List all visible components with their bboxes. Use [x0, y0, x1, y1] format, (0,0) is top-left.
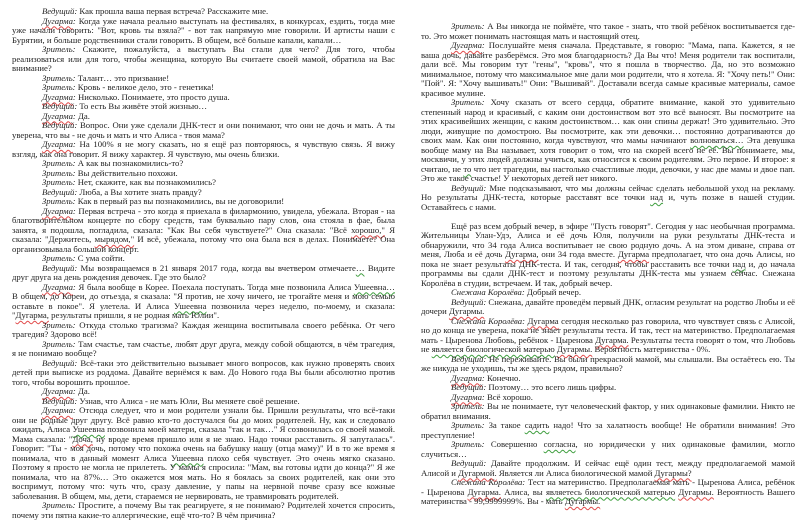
grammar-flagged-text: над [732, 258, 746, 269]
grammar-flagged-text: является биологической матерью [431, 344, 555, 354]
misspelled-text: Дугармы? [654, 467, 692, 478]
grammar-flagged-text: садить [524, 420, 550, 430]
speaker-name: Ведущий: [451, 458, 487, 468]
text-run: Не переживайте. Вы были прекрасной мамой, мы слышали. Вы остаётесь ею. Ты же никуда не уходишь, ты же здесь рядом, правильно? [421, 353, 795, 373]
text-run: и, чуть позже в нашей студии. Оставайтесь с нами. [421, 192, 795, 212]
speaker-name: Ведущий: [451, 353, 487, 364]
grammar-flagged-text: Ушеевна… [353, 281, 395, 292]
misspelled-text: Дугармы. [564, 496, 601, 506]
speaker-name: Ведущий: [42, 120, 78, 130]
dialogue-paragraph [12, 283, 395, 321]
speaker-name: Зритель: [451, 21, 485, 31]
misspelled-text: мырядом," [94, 234, 135, 244]
text-run: Талант… это призвание! [75, 72, 170, 83]
speaker-name: : [72, 405, 76, 415]
dialogue-paragraph [421, 355, 795, 374]
dialogue-paragraph [12, 359, 395, 388]
grammar-flagged-text: над [650, 192, 664, 202]
text-run: Ещё раз всем добрый вечер, в эфире "Пусть говорят". Сегодня у нас необычная программа. Жительницы Улан-Удэ, Алиса и её дочь Юля, получили на руки результаты ДНК-теста и обнаружили, что 34 года Алиса воспитывает не свою родную дочь. А на этом диване, справа от меня, Люба и её дочь [421, 220, 795, 259]
transcript-column-left [12, 6, 396, 520]
grammar-flagged-text: Ушеевна [174, 300, 207, 311]
speaker-name: : [72, 91, 76, 102]
speaker-name: Ведущий: [42, 6, 78, 16]
speaker-name-misspelled: Дугарма [42, 110, 73, 121]
speaker-name: Ведущий: [42, 101, 78, 111]
text-run: Откуда столько трагизма? Каждая женщина воспитывала своего ребёнка. От чего трагедия? Здорово всё! [12, 319, 395, 339]
dialogue-paragraph [12, 340, 395, 359]
speaker-name: Снежана Королёва: [451, 477, 526, 487]
misspelled-text: Дугарма. [595, 334, 629, 345]
misspelled-text: Дугарма. [467, 486, 501, 497]
text-run: Давайте продолжим. И сейчас ещё один тест, между предполагаемой мамой Алисой и [421, 458, 795, 478]
misspelled-text: Дугарма [527, 315, 559, 326]
speaker-name: Снежана Королёва: [451, 287, 525, 297]
grammar-flagged-text: согласна [543, 439, 576, 449]
text-run: Нисколько. Понимаете, это просто душа. [75, 91, 230, 102]
speaker-name-misspelled: Дугарма [42, 91, 73, 102]
text-run: За такое [484, 420, 525, 430]
speaker-name: : [481, 391, 485, 402]
speaker-name: Зритель: [42, 177, 76, 187]
text-run: Когда уже начала реально выступать на фестивалях, в конкурсах, ездить, тогда мне уже начали говорить: "Вот, кровь ты взяла?" - вот так напрямую мне говорили. И артисты наши с Бурятии, и больше родственники стали говорить. В общем, всё больше капали, капали… [12, 15, 395, 45]
speaker-name: Зритель: [42, 167, 76, 178]
misspelled-text: хорошо," [351, 224, 385, 235]
misspelled-text: Дугарма, [505, 249, 539, 259]
text-run: предполагает, что она дочь Алисы, но пока не знает результаты ДНК-теста. И так, сегодня, чтобы расставить все точки [421, 249, 796, 269]
speaker-name: : [72, 15, 76, 26]
text-run: Всё хорошо. [484, 391, 533, 402]
speaker-name: : [72, 281, 76, 292]
speaker-name: Зритель: [42, 319, 76, 330]
text-run: Вы не понимаете, тут человеческий фактор, у них одинаковые фамилии. Никто не обратил внимания. [421, 401, 795, 421]
speaker-name-misspelled: Дугарма [42, 139, 73, 149]
dialogue-paragraph [421, 459, 795, 478]
text-run: Вероятность материнства - 0%. [592, 344, 711, 354]
text-run: На 100% я не могу сказать, но я ещё раз повторяюсь, я чувствую связь. Я вижу взгляд, как она говорит. Я вижу характер. Я чувствую, мы очень близки. [12, 139, 395, 159]
text-run: Добрый вечер. [524, 287, 582, 297]
dialogue-paragraph [421, 478, 795, 507]
speaker-name: Зритель: [42, 82, 76, 92]
grammar-flagged-text: Ушеевна [171, 452, 204, 463]
text-run: Мне подсказывают, что мы должны сейчас сделать небольшой уход на рекламу. Но результаты ДНК-теста, которые расставят все точки [421, 182, 795, 202]
speaker-name: Зритель: [42, 44, 76, 54]
dialogue-paragraph [12, 501, 395, 520]
text-run: Снежана, давайте проведём первый ДНК, огласим результат на родство Любы и её дочери [421, 296, 795, 316]
speaker-name: Ведущий: [42, 186, 78, 197]
dialogue-paragraph [12, 121, 395, 140]
misspelled-text: Дугармы. [448, 306, 485, 316]
speaker-name: Зритель: [451, 97, 485, 107]
text-run: Первая встреча - это когда я приехала в филармонию, увидела, убежала. Вторая - на благотворительном концерте по сбору средств, там буквально пару слов, она стояла в фае, была занята, я подошла, погладила, сказала: "Как Вы себя чувствуете?" Она сказала: "Всё [12, 205, 395, 235]
dialogue-paragraph [421, 184, 795, 213]
text-run: результаты пришли, я не родная мать Юлии". [48, 310, 220, 320]
misspelled-text: Доча, [72, 433, 93, 444]
dialogue-paragraph [421, 222, 795, 289]
text-run: плохо себя чувствует. Это очень мягко сказано. Поэтому я просто не могла не прилететь. У мамы я спросила: "Мам, вы готовы идти до конца?" Я же понимала, что на 87%… Это окажется моя мать. Но я боялась за своих родителей, как они это воспримут, потому что: чуть что, сразу давление, у папы на нервной почве сразу все кожные заболевания. В общем, мы, дети, стараемся не нервировать, не травмировать родителей. [12, 452, 395, 501]
speaker-name: Зритель: [451, 439, 485, 449]
text-run: Вероятность Вашего материнства - 99,9999999%. Вы - мать [421, 486, 795, 506]
speaker-name: Зритель: [42, 158, 76, 168]
text-run: Является ли Алиса биологической мамой [496, 467, 655, 478]
speaker-name: Ведущий: [451, 382, 487, 392]
text-run: А как вы познакомились-то? [75, 158, 184, 168]
dialogue-paragraph [421, 421, 795, 440]
text-run: Я сказала: "Держитесь, [12, 224, 396, 244]
dialogue-paragraph [12, 207, 395, 255]
text-run: Мы возвращаемся в 21 января 2017 года, когда вы вчетвером отмечаете [77, 262, 356, 273]
text-run: позвонила моей матери, сказала "так и так…" Я созвонилась со своей мамой. Мама сказала: " [12, 424, 396, 444]
speaker-name: : [481, 40, 485, 50]
speaker-name-misspelled: Дугарма [42, 405, 73, 415]
text-run: надо! Что за халатность вообще! Не обратили внимания! Это преступление! [421, 420, 795, 440]
grammar-flagged-text: волноваться… [690, 135, 744, 145]
speaker-name-misspelled: Дугарма [42, 205, 73, 216]
text-run: Скажите, пожалуйста, а выступать Вы стали для чего? Для того, чтобы реализоваться или для того, чтобы женщина, которую Вы считаете своей мамой, обратила на Вас внимание? [12, 44, 395, 73]
text-run: Послушайте меня сначала. Представьте, я говорю: "Мама, папа. Кажется, я не ваша дочь, давайте разберёмся. Это моя благодарность? Да Вы что! Меня родители так воспитали, дали всё. Мы говорим тут "гены", "кровь", что я пошла в творчество. Да, но это возможно минимальное, потому что максимальное мне дали мои родители, что я хотела. Я: "Хочу петь!" Они: "Пой". Я: "Хочу вышивать!" Они: "Вышивай". Доставали всегда самые красивые материалы, самое красивое мулине. [421, 40, 795, 98]
dialogue-paragraph [12, 406, 395, 501]
speaker-name-misspelled: Дугарма [42, 281, 73, 292]
misspelled-text: Дугарма [617, 249, 650, 259]
dialogue-paragraph [421, 98, 795, 184]
text-run: Конечно. [484, 372, 521, 383]
speaker-name: : [72, 205, 76, 216]
speaker-name: : [481, 372, 485, 383]
text-run: В общем, до Кореи, до отъезда, я сказала: "Я против, не хочу ничего, не трогайте меня и мою семью оставьте в покое". Я улетела. И Алиса [12, 291, 395, 311]
text-run: позвонила через неделю, по-моему, и сказала: " [12, 300, 395, 320]
text-run: Я была вообще в Корее. Поехала поступать. Тогда мне позвонила Алиса [75, 281, 354, 292]
dialogue-paragraph [421, 402, 795, 421]
dialogue-paragraph [421, 22, 795, 41]
speaker-name: Снежана Королёва: [451, 315, 526, 326]
speaker-name: Зритель: [451, 401, 485, 411]
dialogue-paragraph [12, 140, 395, 159]
speaker-name: : [72, 386, 76, 396]
text-run: Поэтому… это всего лишь цифры. [486, 382, 617, 392]
text-run: Тест на материнство. Предполагаемая мать - Цыренова Алиса, ребёнок - Цыренова [421, 477, 795, 497]
grammar-flagged-text: … [355, 262, 365, 273]
speaker-name: Зритель: [42, 500, 76, 510]
dialogue-paragraph [421, 41, 795, 98]
text-run: И всё, убежала, потому что она была вся в делах. Понимаете? Она организовывала большой концерт. [12, 234, 395, 254]
text-run: Видите друг друга на день рождения девочек. Где это было? [12, 262, 395, 282]
text-run: сегодня несколько раз говорила, что чувствует связь с Алисой, но до конца не уверена, пока не знает результаты теста. И так, тест на материнство. Предполагаемая мать - Цыренова Любовь, ребёнок - Цыренова [421, 315, 795, 345]
transcript-column-right [421, 7, 795, 506]
text-run: Эта девушка вообще маму на Вы называет, хотя говорит о том, что на скорей всего не её. Вы понимаете, мы, москвичи, у этих людей должны учиться, как относится к своим родителям. Это первое. И второе: я считаю, не [421, 135, 795, 174]
text-run: Люба, а Вы хотите знать правду? [77, 186, 202, 197]
text-run: , но юридически у них одинаковые фамилии, могло случиться… [421, 439, 795, 459]
text-run: Там счастье, там счастье, любят друг друга, между собой общаются, в чём трагедия, я не понимаю вообще? [12, 338, 395, 358]
speaker-name: Зритель: [42, 196, 76, 206]
speaker-name: Зритель: [42, 72, 76, 83]
text-run: Нет, скажите, как вы познакомились? [75, 177, 216, 187]
grammar-flagged-text: являетесь биологической матерью [545, 486, 676, 497]
text-run: Как прошла ваша первая встреча? Расскажите мне. [77, 6, 269, 16]
dialogue-paragraph [12, 321, 395, 340]
speaker-name-misspelled: Дугарма [451, 391, 482, 402]
dialogue-paragraph [421, 440, 795, 459]
speaker-name-misspelled: Дугарма [451, 40, 482, 50]
speaker-name: Ведущий: [451, 296, 487, 307]
dialogue-paragraph [12, 17, 395, 46]
dialogue-paragraph [12, 45, 395, 74]
text-run: Вы действительно похожи. [75, 167, 178, 178]
text-run: Как в первый раз вы познакомились, вы не договорили! [75, 196, 285, 206]
speaker-name: Зритель: [451, 420, 485, 430]
text-run: С ума сойти. [75, 253, 125, 263]
speaker-name: Ведущий: [42, 395, 78, 406]
dialogue-paragraph [12, 264, 395, 283]
text-run: Вопрос. Они уже сделали ДНК-тест и они понимают, что они не дочь и мать. А ты уверена, что вы - не дочь и мать и что Алиса - твоя мама? [12, 120, 395, 140]
speaker-name: : [72, 139, 76, 149]
speaker-name: Зритель: [42, 338, 76, 349]
misspelled-text: Дугарма, [15, 310, 49, 320]
grammar-flagged-text: Ушеевна [72, 424, 105, 434]
speaker-name-misspelled: Дугарма [42, 386, 73, 396]
text-run: То есть Вы живёте этой жизнью… [77, 101, 208, 111]
text-run: Узнав, что Алиса - не мать Юли, Вы меняете своё решение. [77, 395, 300, 406]
speaker-name: Ведущий: [451, 182, 487, 193]
text-run: они 34 года вместе. [538, 249, 618, 259]
text-run: Всё-таки это действительно вызывает много вопросов, как нужно проверять своих детей при выписке из роддома. Давайте вернёмся к вам. До Нового года Вы были абсолютно против того, чтобы ворошить прошлое. [12, 357, 395, 387]
misspelled-text: Дугармы. [678, 486, 714, 497]
speaker-name: Ведущий: [42, 357, 78, 368]
speaker-name-misspelled: Дугарма [42, 15, 73, 26]
text-run: Кровь - великое дело, это - генетика! [75, 82, 215, 92]
text-run: Да. [75, 386, 90, 396]
misspelled-text: Дугармы. [556, 344, 593, 354]
speaker-name: : [72, 110, 76, 121]
text-run: что нет трагедии, вы настолько счастливые люди, девочки, у нас две мамы и двое пап. Это же такое счастье! У некоторых детей нет никого. [421, 163, 795, 183]
text-run: Результаты теста говорят о том, что Любовь не [421, 334, 795, 354]
speaker-name-misspelled: Дугарма [451, 372, 482, 383]
text-run: ну вроде время пришло или я не знаю. Надо точки расставить. Я запуталась". Говорит: "Ты - моя дочь, потому что похожа очень на бабушку нашу (отца маму)" И в то же время я понимала, что в данный момент Алиса [12, 433, 395, 463]
text-run: Отсюда следует, что и мои родители узнали бы. Пришли результаты, что всё-таки они не родные друг другу. Всё равно кто-то достучался бы до моих родителей. Ну, как и следовало ожидать, Алиса [12, 405, 395, 434]
text-run: Да. [75, 110, 90, 121]
speaker-name: Зритель: [42, 253, 76, 263]
text-run: Алиса, вы [500, 486, 546, 497]
text-run: Простите, а почему Вы так реагируете, я не понимаю? Родителей хочется спросить, почему эти пятна какие-то аллергические, ещё что-то? В чём причина? [12, 500, 395, 520]
speaker-name: Ведущий: [42, 262, 78, 273]
text-run: и, до начала программы вы сдали ДНК-тест и поэтому результаты ДНК-теста мы узнаем сейчас. Снежана Королёва в студии, встречаем. И так, добрый вечер. [421, 258, 795, 288]
text-run: Совершенно [484, 439, 544, 449]
dialogue-paragraph [421, 298, 795, 317]
text-run: А Вы никогда не поймёте, что такое - знать, что твой ребёнок воспитывается где-то. Это может понимать настоящая мать и настоящий отец. [421, 21, 795, 41]
dialogue-paragraph [421, 317, 795, 355]
text-run: Хочу сказать от всего сердца, обратите внимание, какой это удивительно степенный народ и красивый, с каким они достоинством вот это всё выносят. Вы посмотрите на этих красивейших женщин, с каким достоинством… как они спины держат! Это удивительно. Это люди, живущие по домострою. Вы посмотрите, как эти девочки… постоянно дотрагиваются до своих мам. Как они постоянно, когда чувствуют, что мамы начинают [421, 97, 795, 145]
misspelled-text: Дугармой. [458, 467, 497, 478]
grammar-flagged-text: то [463, 163, 472, 174]
